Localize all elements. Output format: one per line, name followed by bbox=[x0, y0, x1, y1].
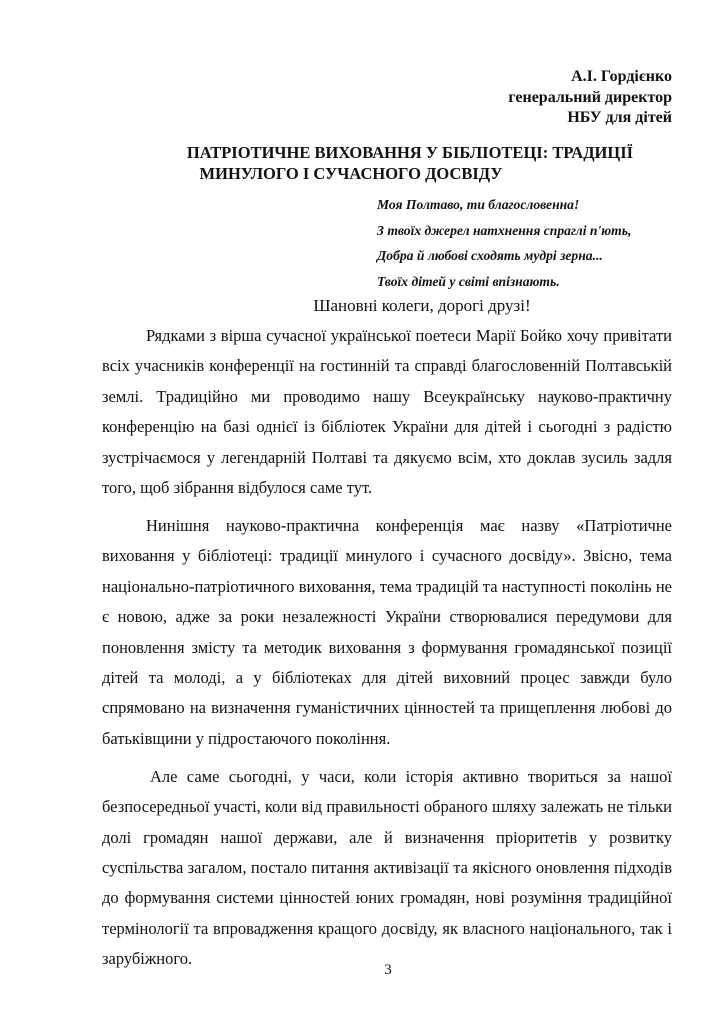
author-organization: НБУ для дітей bbox=[567, 109, 672, 126]
paragraph: Рядками з вірша сучасної української поетеси Марії Бойко хочу привітати всіх учасників конференції на гостинній та справді благословенній Полтавській землі. Традиційно ми проводимо нашу Всеукраїнську науково-практичну конференцію на базі однієї із бібліотек України для дітей і сьогодні з радістю зустрічаємося у легендарній Полтаві та дякуємо всім, хто доклав зусиль задля того, щоб зібрання відбулося саме тут. bbox=[102, 326, 672, 498]
greeting: Шановні колеги, дорогі друзі! bbox=[313, 296, 531, 315]
author-block bbox=[508, 67, 672, 129]
author-position: генеральний директор bbox=[508, 88, 672, 106]
author-name: А.І. Гордієнко bbox=[571, 68, 672, 85]
epigraph-line: З твоїх джерел натхнення спраглі п'ють, bbox=[377, 222, 632, 238]
document-title bbox=[100, 142, 720, 184]
epigraph-line: Добра й любові сходять мудрі зерна... bbox=[377, 248, 603, 263]
body-text bbox=[102, 321, 672, 982]
paragraph: Нинішня науково-практична конференція має назву «Патріотичне виховання у бібліотеці: традиції минулого і сучасного досвіду». Звісно, тема національно-патріотичного виховання, тема традицій та наступності поколінь не є новою, адже за роки незалежності України створювалися передумови для поновлення змісту та методик виховання з формування громадянської позиції дітей та молоді, а у бібліотеках для дітей виховний процес завжди було спрямовано на визначення гуманістичних цінностей та прищеплення любові до батьківщини у підростаючого покоління. bbox=[102, 515, 672, 748]
title-line-2: МИНУЛОГО І СУЧАСНОГО ДОСВІДУ bbox=[199, 164, 503, 183]
title-line-1: ПАТРІОТИЧНЕ ВИХОВАННЯ У БІБЛІОТЕЦІ: ТРАДИЦІЇ bbox=[186, 143, 634, 162]
epigraph bbox=[377, 192, 631, 294]
page-number: 3 bbox=[384, 962, 392, 978]
epigraph-line: Моя Полтаво, ти благословенна! bbox=[377, 197, 580, 212]
epigraph-line: Твоїх дітей у світі впізнають. bbox=[377, 273, 560, 289]
paragraph: Але саме сьогодні, у часи, коли історія активно твориться за нашої безпосередньої участі, коли від правильності обраного шляху залежать не тільки долі громадян нашої держави, але й визначення пріоритетів у розвитку суспільства загалом, постало питання активізації та якісного оновлення підходів до формування системи цінностей юних громадян, нові розуміння традиційної термінології та впровадження кращого досвіду, як власного національного, так і зарубіжного. bbox=[102, 766, 672, 969]
